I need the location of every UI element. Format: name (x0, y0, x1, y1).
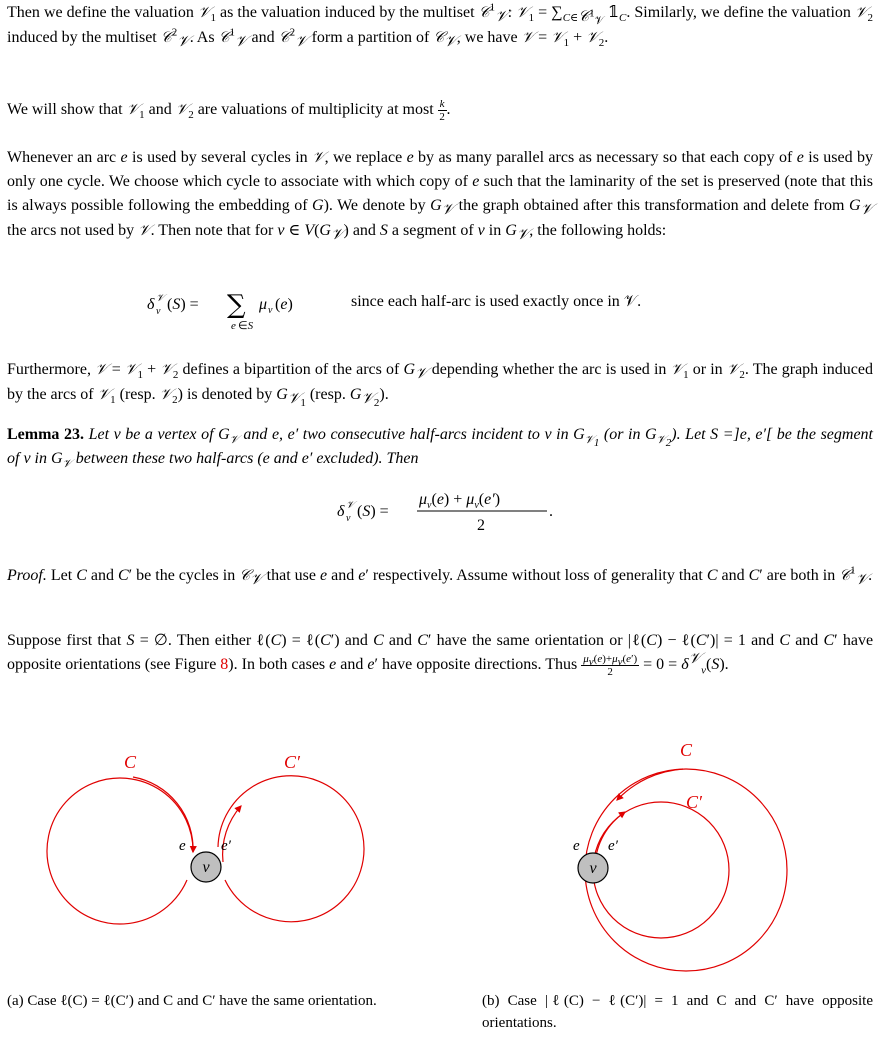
paragraph-empty-segment: Suppose first that S = ∅. Then either ℓ(C) = ℓ(C′) and C and C′ have the same orientation or |ℓ(C) − ℓ(C′)| = 1 and C and C′ have opposite orientations (see Figure 8). In both cases e and e′ have opposite directions. Thus $\frac{\mu_v(e)+\mu_v(e')}{2}$ = $0 = \delta^𝒱_v(S)$. (7, 632, 874, 678)
figure-8 (7, 730, 873, 1030)
svg-text:v: v (346, 513, 351, 524)
proof-label: Proof. (7, 567, 47, 584)
svg-text:δ: δ (147, 296, 155, 313)
label-v-a: v (202, 859, 210, 876)
cycle-C-right (218, 776, 364, 922)
equation-lemma-graphic (337, 486, 577, 536)
svg-text:∈S: ∈S (238, 320, 254, 331)
caption-a-prefix: (a) Case (7, 993, 57, 1009)
paragraph-bipartition: Furthermore, 𝒱 = 𝒱$_1$ + 𝒱$_2$ defines a bipartition of the arcs of $G_𝒱$ depending whether the arc is used in 𝒱$_1$ or in 𝒱$_2$. The graph induced by the arcs of 𝒱$_1$ (resp. 𝒱$_2$) is denoted by $G_{𝒱_1}$ (resp. $G_{𝒱_2}$). (7, 360, 873, 410)
svg-text:v: v (156, 306, 161, 317)
label-e-b: e (573, 838, 580, 854)
label-e-a: e (179, 838, 186, 854)
svg-text:(S) =: (S) = (167, 296, 199, 313)
figure-diagrams (7, 730, 873, 990)
svg-text:μ: μ (259, 296, 268, 313)
equation-note: since each half-arc is used exactly once in 𝒱. (351, 293, 642, 310)
label-v-b: v (589, 860, 597, 877)
lemma-label: Lemma 23. (7, 426, 84, 443)
svg-text:(S) =: (S) = (357, 503, 389, 520)
lemma-23: Lemma 23. Let v be a vertex of $G_𝒱$ and e, e′ two consecutive half-arcs incident to v in $G_{𝒱_1}$ (or in $G_{𝒱_2}$). Let S =]e, e′[ be the segment of v in $G_𝒱$ between these two half-arcs (e and e′ excluded). Then (7, 426, 874, 471)
caption-b-prefix: (b) Case (482, 993, 537, 1009)
label-C-left: C (123, 752, 137, 772)
svg-text:2: 2 (477, 517, 485, 534)
svg-text:𝒱: 𝒱 (156, 293, 165, 304)
proof-start: Proof. Let C and C′ be the cycles in 𝒞$_𝒱$ that use e and e′ respectively. Assume without loss of generality that C and C′ are both in 𝒞$^1_𝒱$. (7, 564, 873, 589)
label-C-outer: C (679, 740, 693, 760)
svg-text:(e): (e) (275, 296, 293, 313)
caption-b (482, 990, 873, 1034)
label-e-prime-b: e′ (608, 838, 618, 854)
svg-text:.: . (549, 503, 553, 520)
caption-b-text: |ℓ(C) − ℓ(C′)| = 1 and C and C′ have opposite orientations. (482, 993, 874, 1031)
diagram-a (47, 752, 364, 924)
arrow-outer (617, 769, 683, 800)
paragraph-multiplicity-claim: We will show that 𝒱$_1$ and 𝒱$_2$ are valuations of multiplicity at most $\frac{k}{2}$ . (7, 97, 451, 123)
svg-text:μv(e) + μv(e′): $\mu_v(e) + \mu_v(e')$ (419, 491, 501, 511)
equation-delta-sum (147, 285, 767, 331)
svg-text:𝒱: 𝒱 (346, 500, 355, 511)
paragraph-valuation-definition: Then we define the valuation 𝒱$_1$ as the valuation induced by the multiset 𝒞$^1_𝒱$: 𝒱$_1$ = $\sum_{C\in 𝒞^1_𝒱}$ $𝟙_C$. Similarly, we define the valuation 𝒱$_2$ induced by the multiset 𝒞$^2_𝒱$. As 𝒞$^1_𝒱$ and 𝒞$^2_𝒱$ form a partition of 𝒞$_𝒱$, we have 𝒱 = 𝒱$_1$ + 𝒱$_2$. (7, 1, 873, 51)
figure-reference[interactable]: 8 (220, 656, 229, 674)
caption-a (7, 990, 417, 1012)
label-C-right: C′ (284, 752, 300, 772)
label-e-prime-a: e′ (221, 838, 231, 854)
cycle-C-left (47, 778, 193, 924)
equation-lemma (337, 486, 577, 536)
caption-a-text: ℓ(C) = ℓ(C′) and C and C′ have the same orientation. (60, 993, 377, 1009)
diagram-b (573, 740, 787, 971)
svg-text:v: v (268, 305, 273, 316)
svg-text:δ: δ (337, 503, 345, 520)
svg-text:e: e (231, 320, 236, 331)
label-C-inner: C′ (686, 792, 702, 812)
svg-text:∑: ∑ (227, 290, 246, 320)
paragraph-parallel-arcs: Whenever an arc e is used by several cycles in 𝒱, we replace e by as many parallel arcs as necessary so that each copy of e is used by only one cycle. We choose which cycle to associate with which copy of e such that the laminarity of the set is preserved (note that this is always possible following the embedding of G). We denote by $G_𝒱$ the graph obtained after this transformation and delete from $G_𝒱$ the arcs not used by 𝒱. Then note that for v ∈ $V(G_𝒱)$ and S a segment of v in $G_𝒱$, the following holds: (7, 148, 874, 244)
